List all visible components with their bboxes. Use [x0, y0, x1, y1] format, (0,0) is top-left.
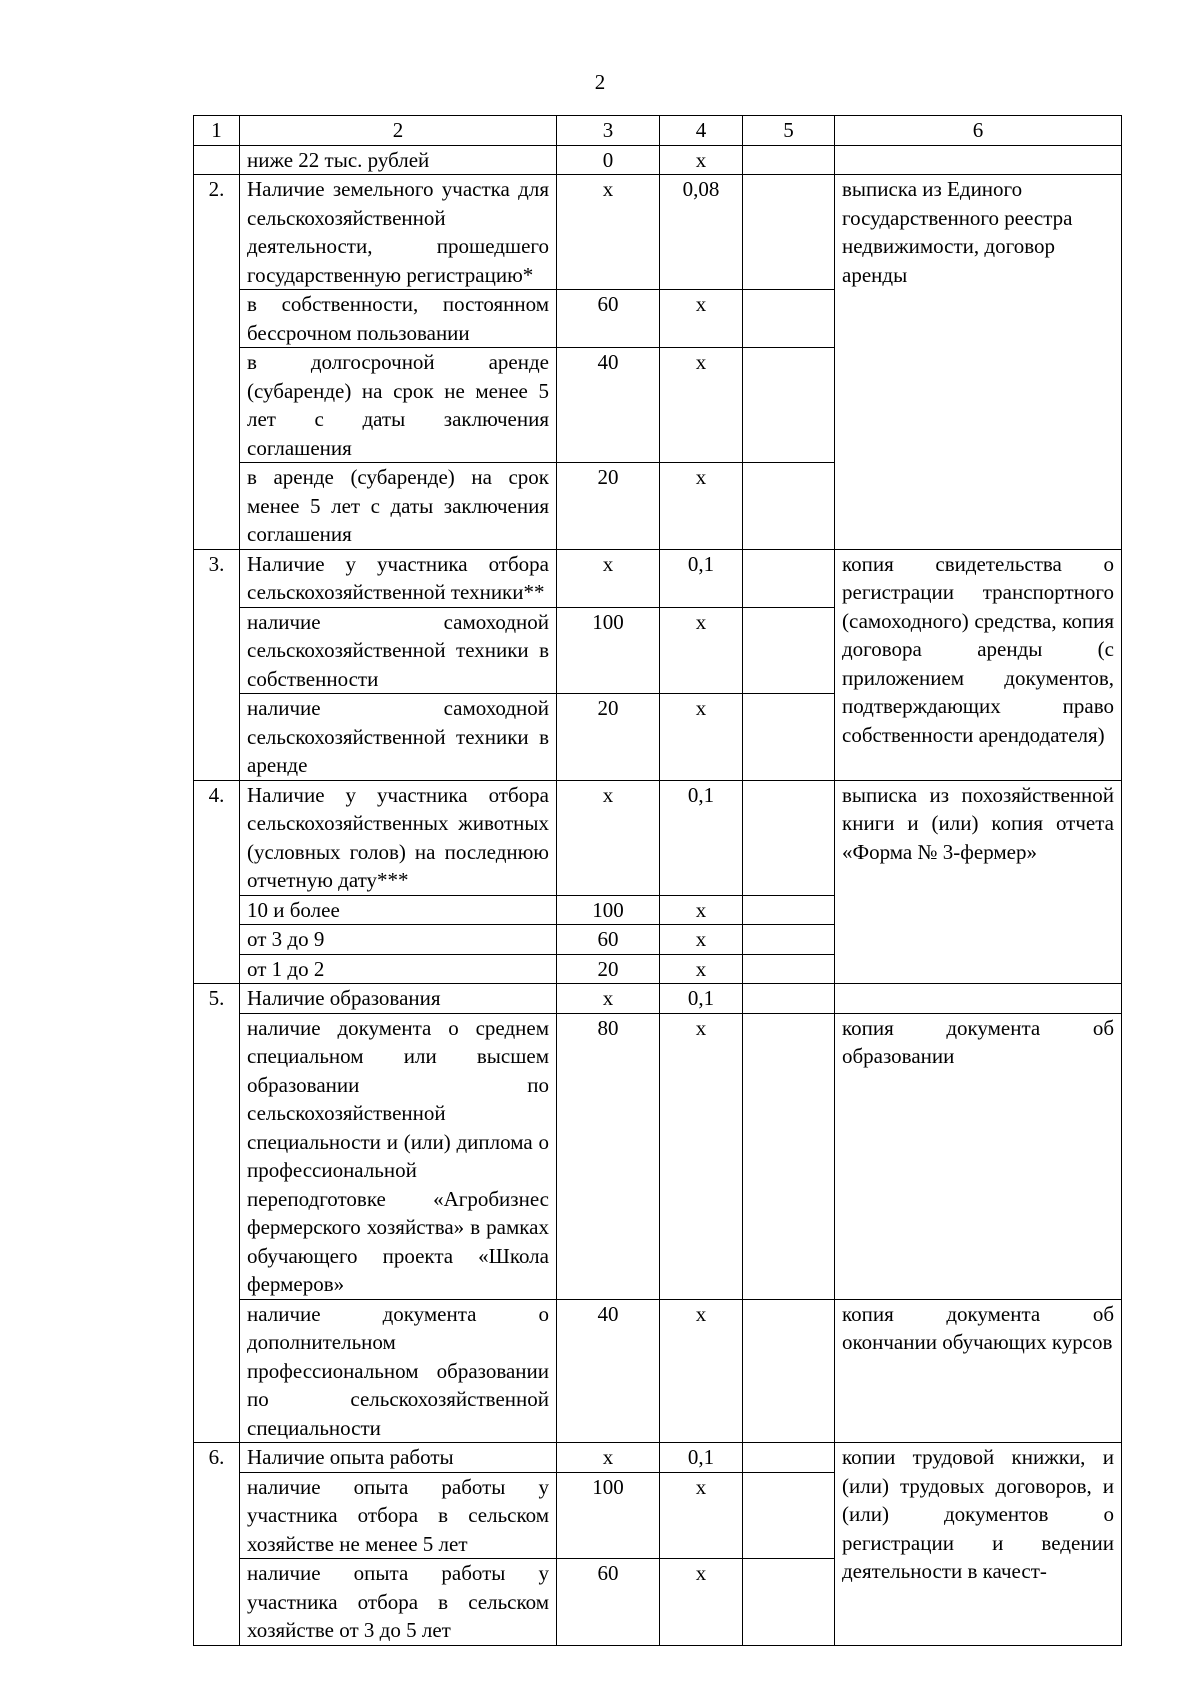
- criterion-text: Наличие земельного участка для сельскохозяйственной деятельности, прошедшего государственную регистрацию*: [240, 175, 557, 290]
- document-text: копия свидетельства о регистрации транспортного (самоходного) средства, копия договора аренды (с приложением документов, подтверждающих право собственности арендодателя): [835, 549, 1122, 780]
- criterion-text: Наличие у участника отбора сельскохозяйственной техники**: [240, 549, 557, 607]
- table-row: [194, 1013, 1122, 1299]
- empty-cell: [743, 549, 835, 607]
- document-text: [835, 984, 1122, 1014]
- empty-cell: [743, 694, 835, 781]
- empty-cell: [743, 925, 835, 955]
- row-number: 3.: [194, 549, 240, 780]
- criteria-table: [193, 115, 1122, 1646]
- score-value: 40: [557, 348, 660, 463]
- weight-value: 0,1: [660, 1443, 743, 1473]
- table-row: [194, 175, 1122, 290]
- row-number: 4.: [194, 780, 240, 984]
- document-text: копия документа об окончании обучающих курсов: [835, 1299, 1122, 1443]
- document-text: копия документа об образовании: [835, 1013, 1122, 1299]
- score-value: 60: [557, 1559, 660, 1646]
- weight-value: 0,1: [660, 984, 743, 1014]
- document-text: [835, 145, 1122, 175]
- criterion-text: ниже 22 тыс. рублей: [240, 145, 557, 175]
- header-cell: 6: [835, 116, 1122, 146]
- row-number: 5.: [194, 984, 240, 1443]
- table-row: [194, 984, 1122, 1014]
- score-value: 100: [557, 895, 660, 925]
- score-value: х: [557, 175, 660, 290]
- row-number: [194, 145, 240, 175]
- table-row: [194, 1443, 1122, 1473]
- score-value: 100: [557, 1472, 660, 1559]
- score-value: 40: [557, 1299, 660, 1443]
- empty-cell: [743, 290, 835, 348]
- document-text: выписка из Единого государственного реестра недвижимости, договор аренды: [835, 175, 1122, 550]
- weight-value: 0,1: [660, 549, 743, 607]
- score-value: х: [557, 549, 660, 607]
- header-cell: 5: [743, 116, 835, 146]
- weight-value: х: [660, 1013, 743, 1299]
- empty-cell: [743, 175, 835, 290]
- score-value: х: [557, 1443, 660, 1473]
- criterion-text: в долгосрочной аренде (субаренде) на срок не менее 5 лет с даты заключения соглашения: [240, 348, 557, 463]
- criterion-text: наличие самоходной сельскохозяйственной техники в собственности: [240, 607, 557, 694]
- weight-value: х: [660, 1299, 743, 1443]
- score-value: 100: [557, 607, 660, 694]
- header-cell: 4: [660, 116, 743, 146]
- empty-cell: [743, 984, 835, 1014]
- score-value: 0: [557, 145, 660, 175]
- criterion-text: наличие опыта работы у участника отбора в сельском хозяйстве не менее 5 лет: [240, 1472, 557, 1559]
- score-value: 20: [557, 694, 660, 781]
- table-row: [194, 145, 1122, 175]
- criterion-text: Наличие опыта работы: [240, 1443, 557, 1473]
- weight-value: х: [660, 607, 743, 694]
- weight-value: х: [660, 895, 743, 925]
- score-value: 60: [557, 925, 660, 955]
- empty-cell: [743, 145, 835, 175]
- criterion-text: в собственности, постоянном бессрочном пользовании: [240, 290, 557, 348]
- header-cell: 3: [557, 116, 660, 146]
- document-text: выписка из похозяйственной книги и (или) копия отчета «Форма № 3-фермер»: [835, 780, 1122, 984]
- criterion-text: Наличие у участника отбора сельскохозяйственных животных (условных голов) на последнюю отчетную дату***: [240, 780, 557, 895]
- score-value: х: [557, 780, 660, 895]
- criterion-text: от 3 до 9: [240, 925, 557, 955]
- empty-cell: [743, 954, 835, 984]
- weight-value: х: [660, 463, 743, 550]
- empty-cell: [743, 607, 835, 694]
- document-text: копии трудовой книжки, и (или) трудовых договоров, и (или) документов о регистрации и ведении деятельности в качест-: [835, 1443, 1122, 1646]
- criterion-text: от 1 до 2: [240, 954, 557, 984]
- criterion-text: наличие документа о дополнительном профессиональном образовании по сельскохозяйственной специальности: [240, 1299, 557, 1443]
- weight-value: х: [660, 1559, 743, 1646]
- empty-cell: [743, 1443, 835, 1473]
- criterion-text: в аренде (субаренде) на срок менее 5 лет с даты заключения соглашения: [240, 463, 557, 550]
- empty-cell: [743, 463, 835, 550]
- page-number: 2: [594, 70, 606, 94]
- criterion-text: 10 и более: [240, 895, 557, 925]
- empty-cell: [743, 1472, 835, 1559]
- table-row: [194, 1299, 1122, 1443]
- header-cell: 2: [240, 116, 557, 146]
- score-value: 20: [557, 954, 660, 984]
- empty-cell: [743, 1559, 835, 1646]
- table-row: [194, 549, 1122, 607]
- criterion-text: Наличие образования: [240, 984, 557, 1014]
- criterion-text: наличие опыта работы у участника отбора в сельском хозяйстве от 3 до 5 лет: [240, 1559, 557, 1646]
- criterion-text: наличие документа о среднем специальном или высшем образовании по сельскохозяйственной специальности и (или) диплома о профессиональной переподготовке «Агробизнес фермерского хозяйства» в рамках обучающего проекта «Школа фермеров»: [240, 1013, 557, 1299]
- weight-value: 0,1: [660, 780, 743, 895]
- weight-value: х: [660, 925, 743, 955]
- score-value: 20: [557, 463, 660, 550]
- header-row: [194, 116, 1122, 146]
- weight-value: 0,08: [660, 175, 743, 290]
- weight-value: х: [660, 145, 743, 175]
- weight-value: х: [660, 1472, 743, 1559]
- empty-cell: [743, 780, 835, 895]
- weight-value: х: [660, 348, 743, 463]
- empty-cell: [743, 895, 835, 925]
- weight-value: х: [660, 694, 743, 781]
- score-value: 80: [557, 1013, 660, 1299]
- empty-cell: [743, 1299, 835, 1443]
- row-number: 2.: [194, 175, 240, 550]
- score-value: 60: [557, 290, 660, 348]
- header-cell: 1: [194, 116, 240, 146]
- empty-cell: [743, 1013, 835, 1299]
- table-row: [194, 780, 1122, 895]
- empty-cell: [743, 348, 835, 463]
- criterion-text: наличие самоходной сельскохозяйственной техники в аренде: [240, 694, 557, 781]
- score-value: х: [557, 984, 660, 1014]
- row-number: 6.: [194, 1443, 240, 1646]
- weight-value: х: [660, 290, 743, 348]
- weight-value: х: [660, 954, 743, 984]
